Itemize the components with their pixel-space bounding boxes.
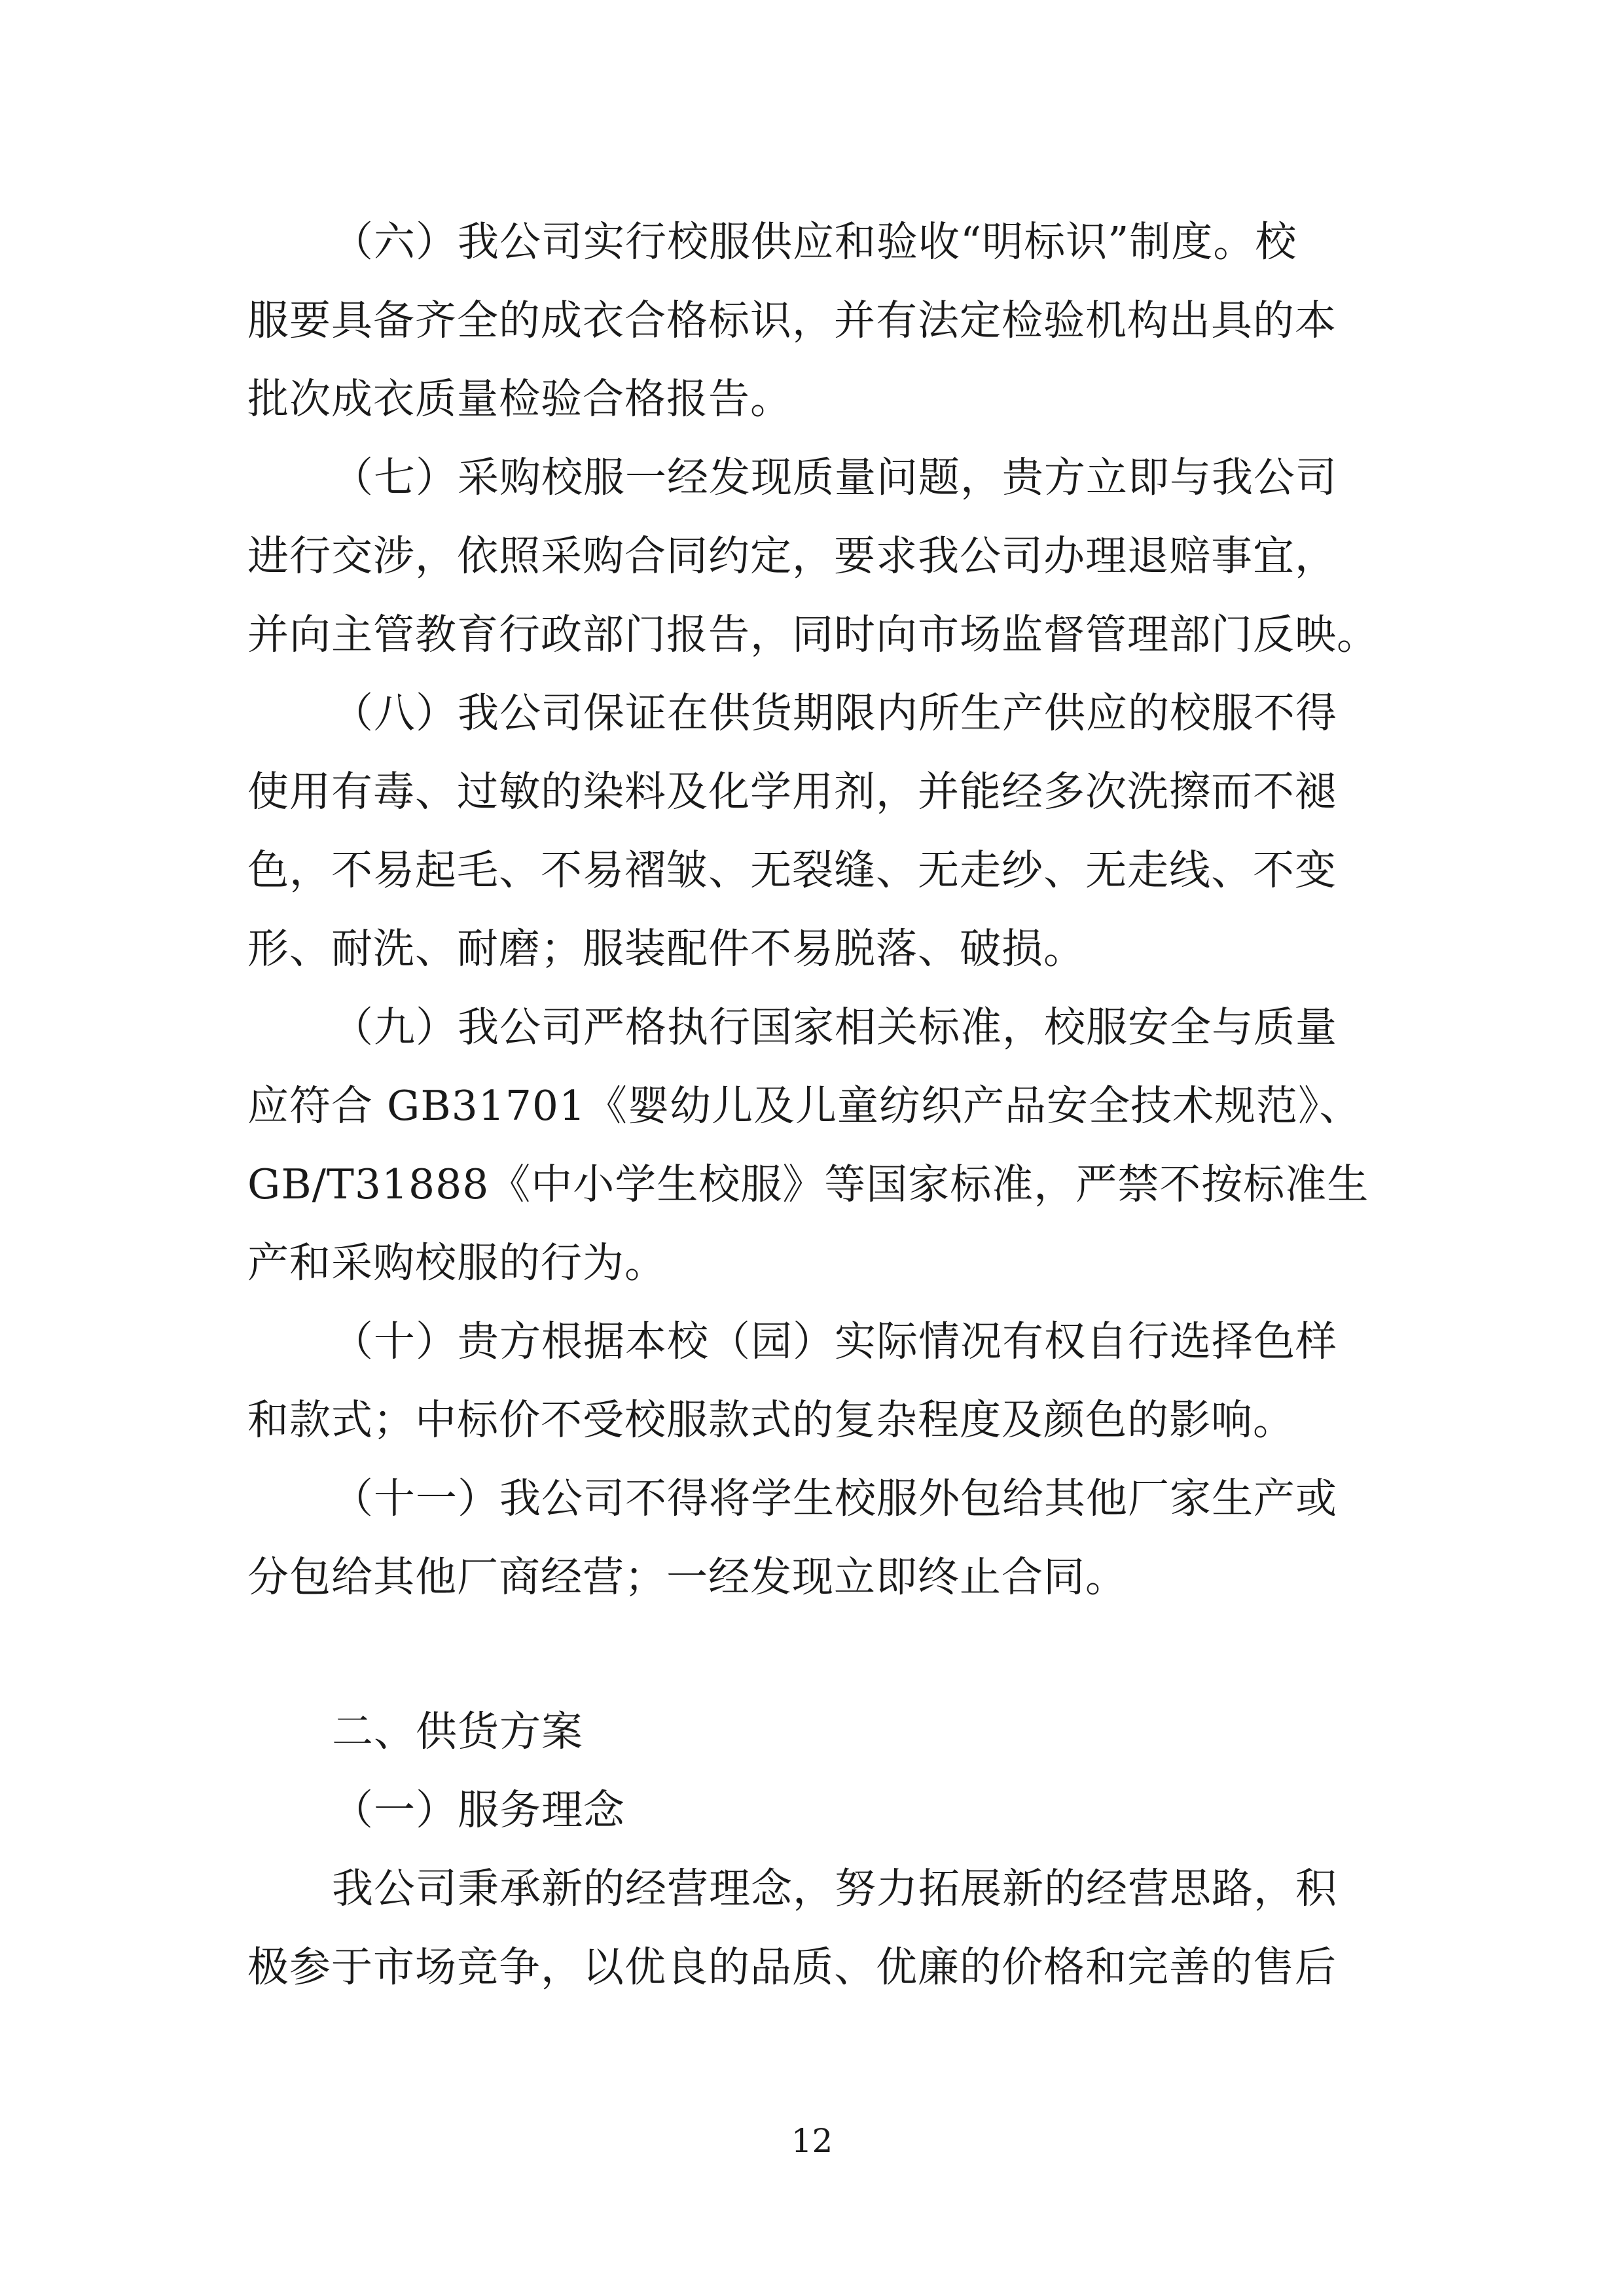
paragraph-10-line-1: （十）贵方根据本校（园）实际情况有权自行选择色样 [332,1318,1337,1365]
paragraph-9-line-2: 应符合 GB31701《婴幼儿及儿童纺织产品安全技术规范》、 [247,1082,1362,1130]
paragraph-11-line-2: 分包给其他厂商经营；一经发现立即终止合同。 [247,1553,1127,1601]
service-paragraph-line-1: 我公司秉承新的经营理念，努力拓展新的经营思路，积 [332,1865,1337,1912]
paragraph-7-line-3: 并向主管教育行政部门报告，同时向市场监督管理部门反映。 [247,611,1379,658]
paragraph-10-line-2: 和款式；中标价不受校服款式的复杂程度及颜色的影响。 [247,1396,1295,1444]
paragraph-8-line-3: 色，不易起毛、不易褶皱、无裂缝、无走纱、无走线、不变 [247,846,1337,894]
paragraph-6-line-2: 服要具备齐全的成衣合格标识，并有法定检验机构出具的本 [247,296,1337,344]
paragraph-9-line-4: 产和采购校服的行为。 [247,1239,666,1287]
paragraph-8-line-4: 形、耐洗、耐磨；服装配件不易脱落、破损。 [247,925,1085,973]
paragraph-11-line-1: （十一）我公司不得将学生校服外包给其他厂家生产或 [332,1475,1337,1522]
subsection-heading: （一）服务理念 [332,1786,625,1834]
paragraph-8-line-1: （八）我公司保证在供货期限内所生产供应的校服不得 [332,689,1337,737]
paragraph-8-line-2: 使用有毒、过敏的染料及化学用剂，并能经多次洗擦而不褪 [247,768,1337,816]
service-paragraph-line-2: 极参于市场竞争，以优良的品质、优廉的价格和完善的售后 [247,1943,1337,1991]
paragraph-7-line-2: 进行交涉，依照采购合同约定，要求我公司办理退赔事宜， [247,532,1337,580]
section-heading: 二、供货方案 [332,1708,583,1755]
paragraph-9-line-3: GB/T31888《中小学生校服》等国家标准，严禁不按标准生 [247,1160,1369,1208]
paragraph-6-line-1: （六）我公司实行校服供应和验收“明标识”制度。校 [332,218,1297,266]
page-number: 12 [791,2122,833,2160]
paragraph-9-line-1: （九）我公司严格执行国家相关标准，校服安全与质量 [332,1003,1337,1051]
paragraph-6-line-3: 批次成衣质量检验合格报告。 [247,375,792,423]
paragraph-7-line-1: （七）采购校服一经发现质量问题，贵方立即与我公司 [332,454,1337,501]
